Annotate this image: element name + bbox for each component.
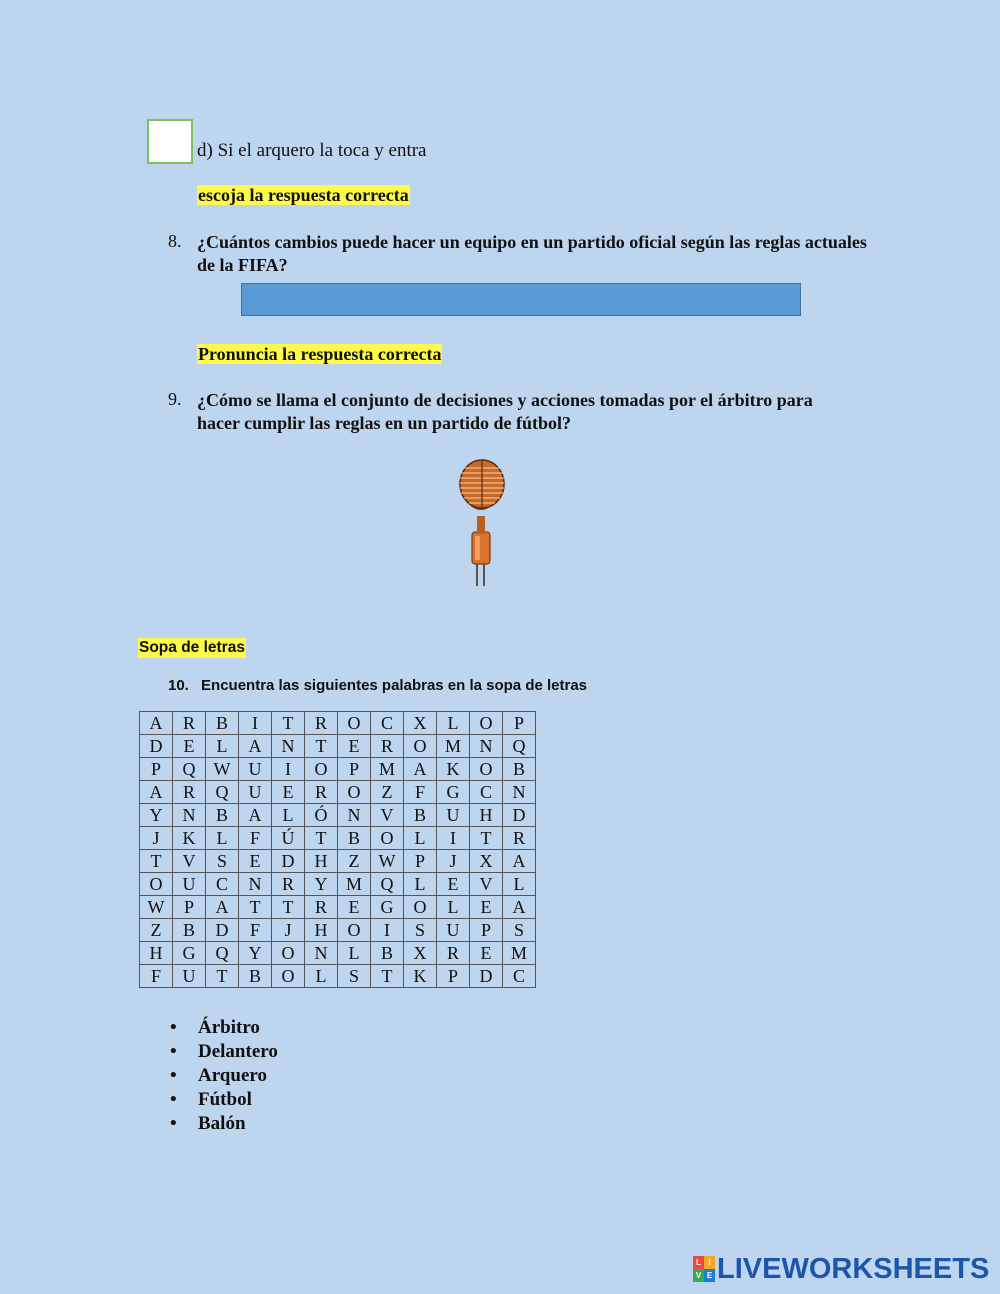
word-search-cell[interactable]: Z [338,850,371,873]
word-search-cell[interactable]: B [239,965,272,988]
word-search-cell[interactable]: L [404,827,437,850]
word-search-cell[interactable]: V [173,850,206,873]
word-search-cell[interactable]: E [470,896,503,919]
instruction-choose-text: escoja la respuesta correcta [198,185,409,205]
word-search-cell[interactable]: E [272,781,305,804]
word-search-cell[interactable]: B [503,758,536,781]
word-search-cell[interactable]: X [470,850,503,873]
word-search-cell[interactable]: A [140,712,173,735]
word-search-cell[interactable]: L [404,873,437,896]
word-search-cell[interactable]: R [305,712,338,735]
word-search-row [140,942,536,965]
word-search-cell[interactable]: Y [305,873,338,896]
word-search-cell[interactable]: U [173,873,206,896]
word-search-cell[interactable]: H [305,919,338,942]
word-search-cell[interactable]: R [371,735,404,758]
word-search-cell[interactable]: P [404,850,437,873]
word-search-cell[interactable]: U [437,804,470,827]
word-search-cell[interactable]: Q [371,873,404,896]
word-list-item: • Árbitro [168,1016,278,1040]
word-search-cell[interactable]: R [437,942,470,965]
word-search-cell[interactable]: O [272,942,305,965]
word-search-cell[interactable]: J [140,827,173,850]
word-search-cell[interactable]: D [503,804,536,827]
word-search-cell[interactable]: R [272,873,305,896]
word-search-row [140,850,536,873]
word-search-cell[interactable]: F [239,919,272,942]
word-search-cell[interactable]: Q [503,735,536,758]
word-search-cell[interactable]: L [338,942,371,965]
word-search-cell[interactable]: A [503,896,536,919]
word-search-cell[interactable]: B [206,712,239,735]
word-search-cell[interactable]: E [338,735,371,758]
word-search-cell[interactable]: H [305,850,338,873]
word-search-cell[interactable]: W [206,758,239,781]
word-search-cell[interactable]: O [470,758,503,781]
word-search-cell[interactable]: P [437,965,470,988]
word-search-cell[interactable]: O [338,781,371,804]
word-search-cell[interactable]: R [173,781,206,804]
question-9-text: ¿Cómo se llama el conjunto de decisiones y acciones tomadas por el árbitro para hacer cumplir las reglas en un partido de fútbol? [197,390,813,433]
logo-mark-letter: E [704,1269,715,1282]
word-search-cell[interactable]: N [305,942,338,965]
question-9-number: 9. [168,389,182,409]
question-8-answer-input[interactable] [241,283,801,316]
word-search-cell[interactable]: E [173,735,206,758]
word-search-cell[interactable]: M [371,758,404,781]
word-search-cell[interactable]: T [272,896,305,919]
word-search-cell[interactable]: L [503,873,536,896]
word-search-cell[interactable]: B [173,919,206,942]
word-search-cell[interactable]: B [371,942,404,965]
word-search-cell[interactable]: L [305,965,338,988]
word-search-cell[interactable]: Q [173,758,206,781]
word-search-cell[interactable]: D [140,735,173,758]
word-search-cell[interactable]: Z [140,919,173,942]
word-search-cell[interactable]: O [140,873,173,896]
question-8-text: ¿Cuántos cambios puede hacer un equipo en un partido oficial según las reglas actuales de la FIFA? [197,232,867,275]
word-search-cell[interactable]: O [338,712,371,735]
word-search-cell[interactable]: F [239,827,272,850]
word-search-cell[interactable]: U [239,758,272,781]
word-search-cell[interactable]: Y [239,942,272,965]
logo-mark-letter: L [693,1256,704,1269]
word-search-cell[interactable]: P [140,758,173,781]
word-search-cell[interactable]: M [338,873,371,896]
word-search-cell[interactable]: I [272,758,305,781]
word-search-cell[interactable]: K [404,965,437,988]
word-search-cell[interactable]: J [272,919,305,942]
word-search-cell[interactable]: N [272,735,305,758]
word-search-cell[interactable]: A [239,735,272,758]
word-search-cell[interactable]: N [338,804,371,827]
word-search-cell[interactable]: T [470,827,503,850]
word-search-cell[interactable]: Q [206,781,239,804]
word-search-cell[interactable]: L [206,827,239,850]
word-list-item: • Arquero [168,1064,278,1088]
microphone-icon[interactable] [452,458,514,588]
word-search-cell[interactable]: M [437,735,470,758]
word-search-row [140,873,536,896]
word-search-cell[interactable]: A [503,850,536,873]
word-search-cell[interactable]: E [470,942,503,965]
word-search-cell[interactable]: B [404,804,437,827]
word-search-row [140,781,536,804]
question-10 [168,677,587,694]
word-search-cell[interactable]: L [437,712,470,735]
word-search-cell[interactable]: A [239,804,272,827]
word-search-cell[interactable]: O [404,896,437,919]
word-search-cell[interactable]: S [404,919,437,942]
word-search-cell[interactable]: P [173,896,206,919]
word-search-row [140,827,536,850]
word-search-cell[interactable]: C [470,781,503,804]
word-search-cell[interactable]: O [338,919,371,942]
word-search-row [140,919,536,942]
word-search-cell[interactable]: K [437,758,470,781]
word-search-cell[interactable]: A [140,781,173,804]
word-search-cell[interactable]: U [173,965,206,988]
word-search-row [140,735,536,758]
microphone-graphic [452,458,514,588]
instruction-pronounce [197,344,442,365]
logo-mark-letter: I [704,1256,715,1269]
logo-text: LIVEWORKSHEETS [717,1252,990,1285]
word-search-cell[interactable]: N [239,873,272,896]
word-search-cell[interactable]: J [437,850,470,873]
word-search-cell[interactable]: V [470,873,503,896]
word-search-cell[interactable]: N [173,804,206,827]
word-search-cell[interactable]: N [470,735,503,758]
word-search-cell[interactable]: Ó [305,804,338,827]
option-d-label: d) Si el arquero la toca y entra [197,140,427,161]
word-search-cell[interactable]: T [272,712,305,735]
word-search-cell[interactable]: P [338,758,371,781]
word-search-cell[interactable]: N [503,781,536,804]
word-search-cell[interactable]: G [371,896,404,919]
word-list [168,1016,278,1136]
word-search-cell[interactable]: I [371,919,404,942]
word-search-row [140,965,536,988]
word-search-cell[interactable]: D [206,919,239,942]
word-search-cell[interactable]: P [503,712,536,735]
word-search-cell[interactable]: C [371,712,404,735]
word-search-cell[interactable]: G [173,942,206,965]
question-10-text: Encuentra las siguientes palabras en la sopa de letras [201,677,588,694]
word-search-cell[interactable]: B [206,804,239,827]
word-search-cell[interactable]: X [404,712,437,735]
word-search-cell[interactable]: H [470,804,503,827]
word-search-cell[interactable]: O [305,758,338,781]
word-search-grid [139,711,536,988]
word-search-cell[interactable]: C [503,965,536,988]
question-10-number: 10. [168,677,189,694]
word-search-cell[interactable]: S [206,850,239,873]
word-search-cell[interactable]: F [404,781,437,804]
word-search-cell[interactable]: G [437,781,470,804]
word-search-cell[interactable]: T [305,735,338,758]
word-search-cell[interactable]: T [305,827,338,850]
word-search-cell[interactable]: D [470,965,503,988]
word-search-cell[interactable]: Q [206,942,239,965]
word-search-cell[interactable]: A [404,758,437,781]
word-search-cell[interactable]: C [206,873,239,896]
logo-mark-icon [693,1256,715,1282]
word-search-cell[interactable]: U [437,919,470,942]
word-search-cell[interactable]: R [305,781,338,804]
word-search-cell[interactable]: L [272,804,305,827]
word-search-cell[interactable]: Z [371,781,404,804]
word-search-row [140,712,536,735]
instruction-choose [197,185,410,206]
liveworksheets-logo[interactable] [693,1253,989,1285]
word-search-cell[interactable]: E [239,850,272,873]
word-search-cell[interactable]: O [272,965,305,988]
word-search-cell[interactable]: S [338,965,371,988]
word-search-cell[interactable]: M [503,942,536,965]
word-search-cell[interactable]: H [140,942,173,965]
word-search-cell[interactable]: F [140,965,173,988]
word-search-cell[interactable]: V [371,804,404,827]
word-list-item: • Balón [168,1112,278,1136]
word-search-cell[interactable]: Y [140,804,173,827]
word-search-cell[interactable]: E [437,873,470,896]
word-search-cell[interactable]: O [470,712,503,735]
instruction-pronounce-text: Pronuncia la respuesta correcta [198,344,442,364]
word-search-cell[interactable]: I [437,827,470,850]
word-search-cell[interactable]: W [371,850,404,873]
word-search-cell[interactable]: U [239,781,272,804]
word-search-row [140,804,536,827]
word-list-item: • Delantero [168,1040,278,1064]
word-search-cell[interactable]: T [140,850,173,873]
answer-checkbox-d[interactable] [147,119,193,164]
word-search-cell[interactable]: T [206,965,239,988]
word-search-cell[interactable]: L [437,896,470,919]
word-search-cell[interactable]: B [338,827,371,850]
question-8-number: 8. [168,231,182,251]
word-search-cell[interactable]: W [140,896,173,919]
logo-mark-letter: V [693,1269,704,1282]
word-search-title: Sopa de letras [139,639,245,656]
word-search-cell[interactable]: R [173,712,206,735]
word-search-cell[interactable]: L [206,735,239,758]
word-search-cell[interactable]: O [404,735,437,758]
word-search-cell[interactable]: D [272,850,305,873]
word-search-cell[interactable]: X [404,942,437,965]
word-search-cell[interactable]: T [239,896,272,919]
word-search-cell[interactable]: R [503,827,536,850]
word-list-item: • Fútbol [168,1088,278,1112]
word-search-cell[interactable]: O [371,827,404,850]
word-search-row [140,758,536,781]
word-search-cell[interactable]: E [338,896,371,919]
word-search-cell[interactable]: R [305,896,338,919]
word-search-cell[interactable]: K [173,827,206,850]
word-search-cell[interactable]: I [239,712,272,735]
word-search-cell[interactable]: P [470,919,503,942]
word-search-cell[interactable]: T [371,965,404,988]
word-search-cell[interactable]: S [503,919,536,942]
word-search-row [140,896,536,919]
word-search-cell[interactable]: Ú [272,827,305,850]
word-search-cell[interactable]: A [206,896,239,919]
